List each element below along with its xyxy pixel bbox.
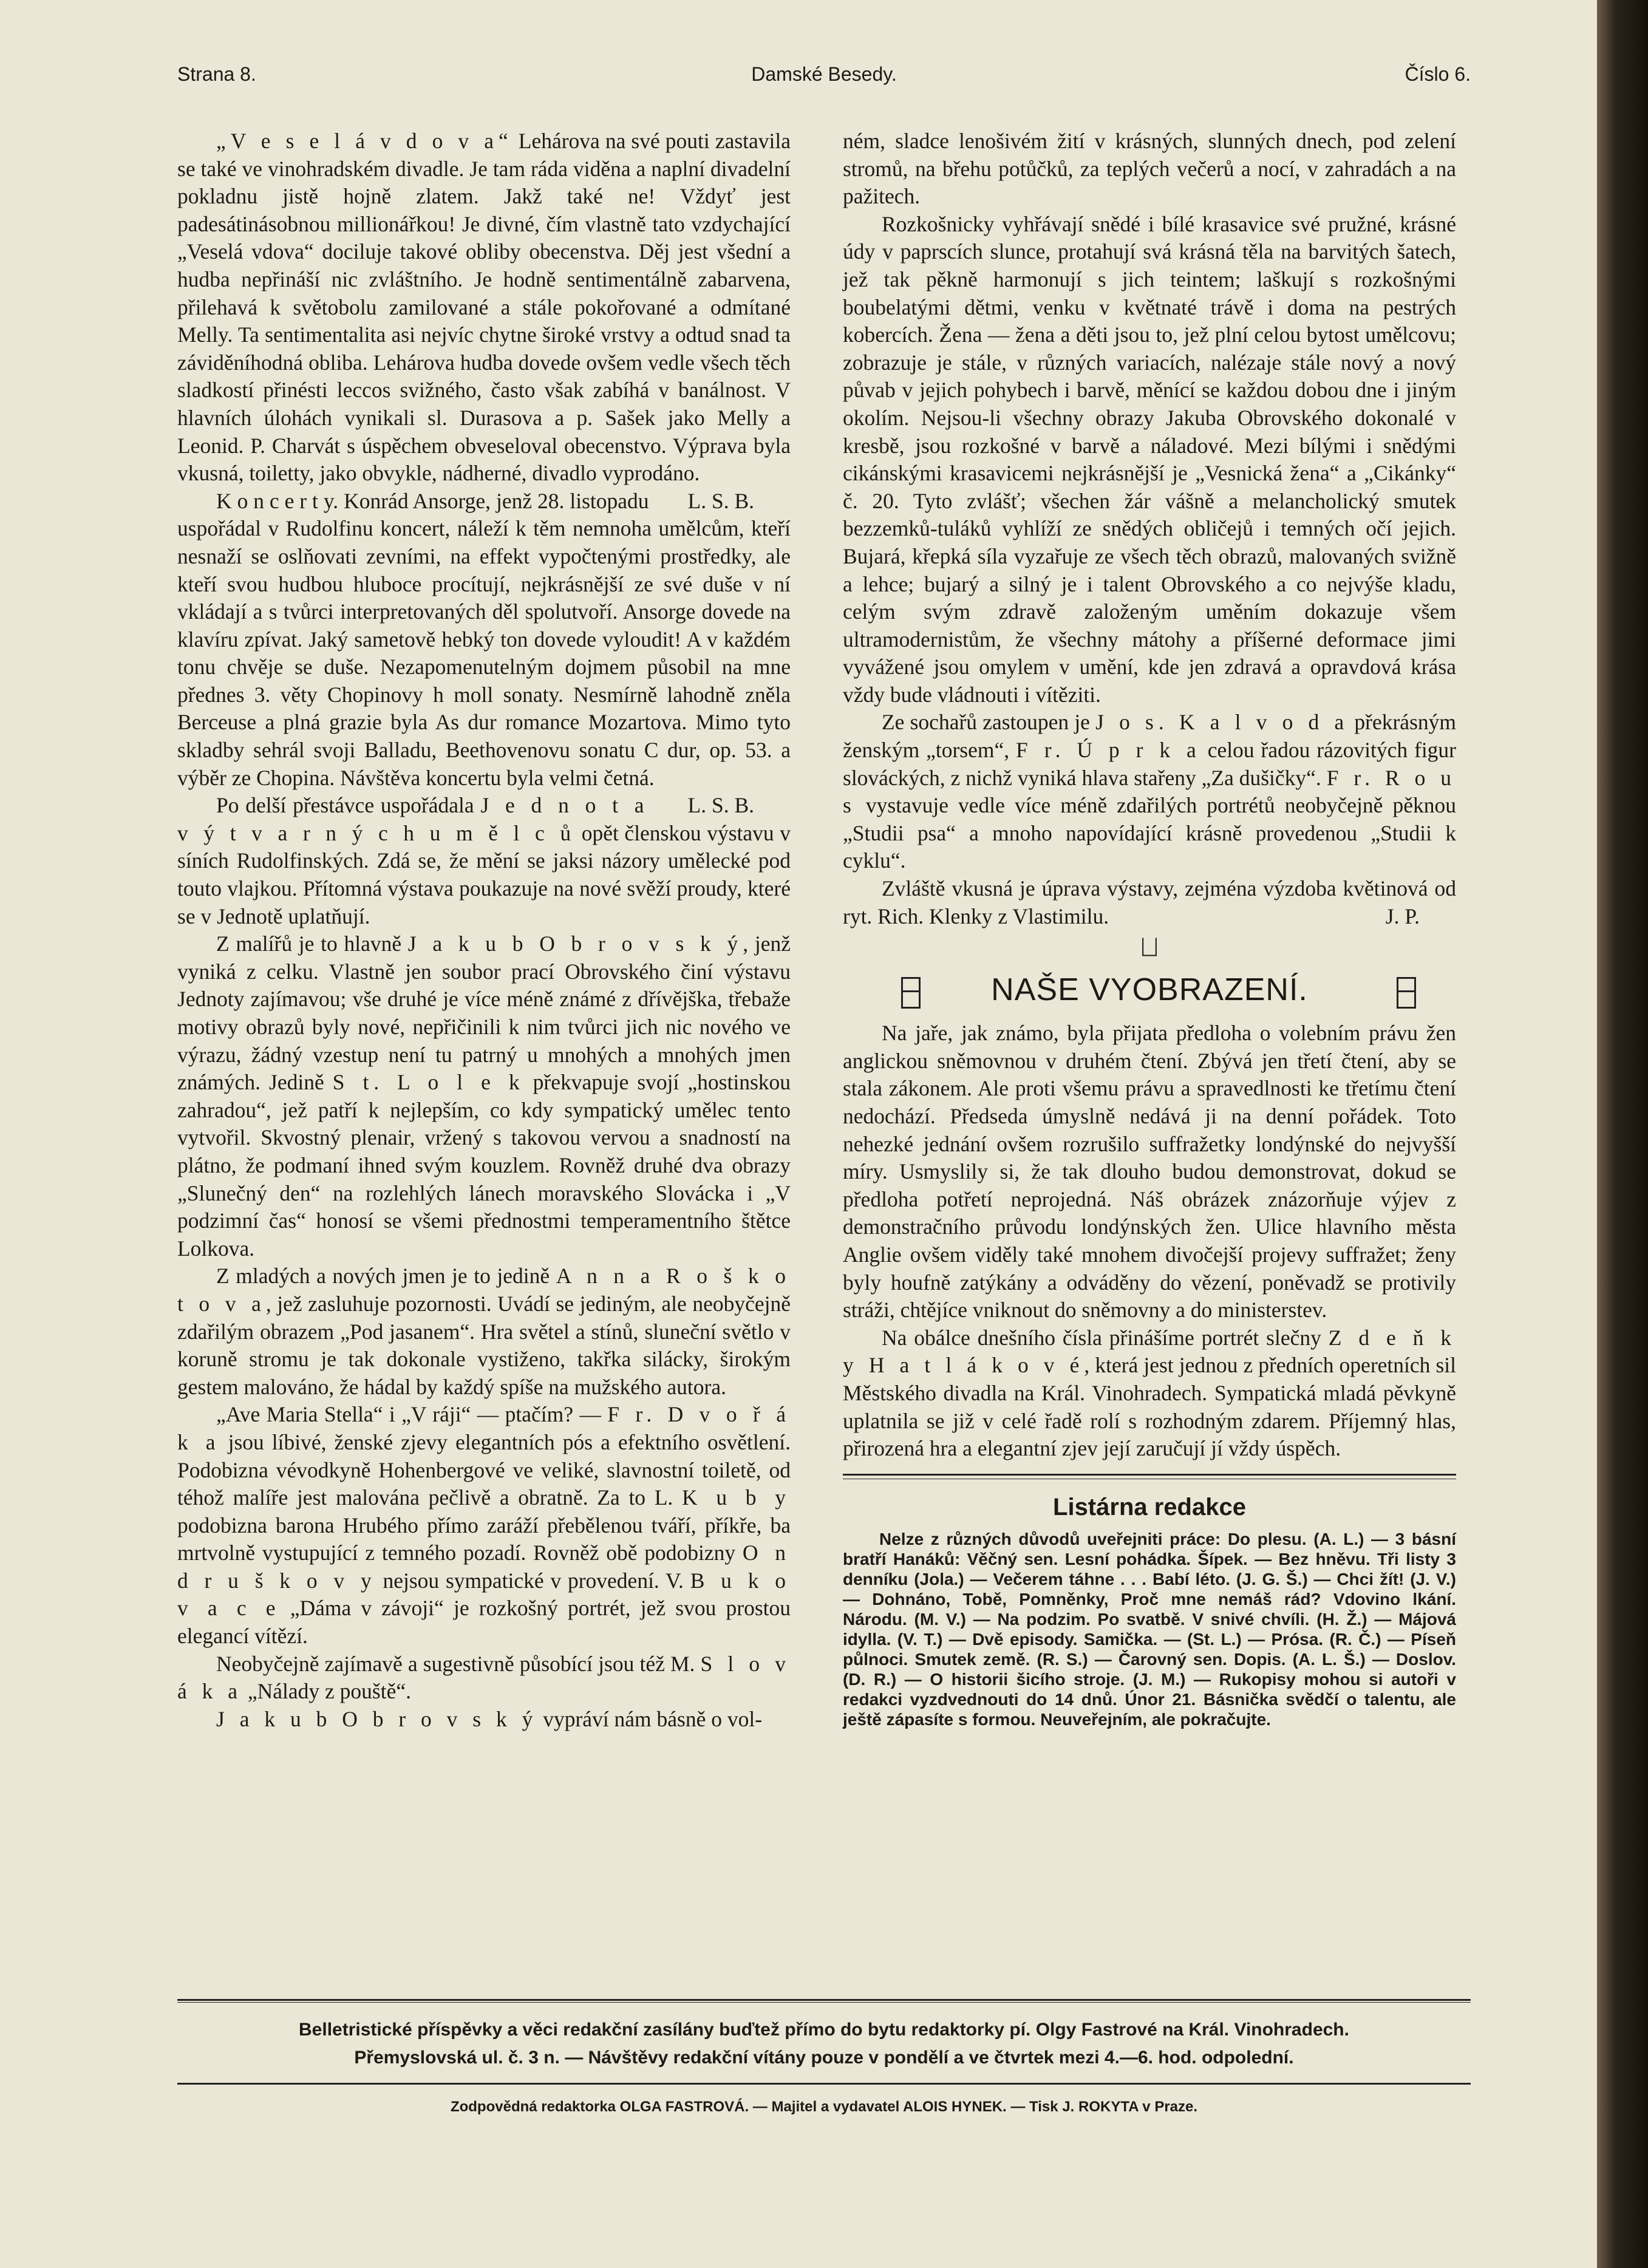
paragraph: Na jaře, jak známo, byla přijata předloha o volebním právu žen anglickou sněmovnou v druhém čtení. Zbývá jen třetí čtení, aby se stala zákonem. Ale proti všemu právu a spravedlnosti ke třetímu čtení nedochází. Předseda úmyslně nedává ji na denní pořádek. Toto nehezké jednání ovšem rozrušilo suffražetky londýnské do nejvyšší míry. Usmyslily si, že tak dlouho budou demonstrovat, dokud se předloha potřetí neprojedná. Náš obrázek znázorňuje výjev z demonstračního průvodu londýnských žen. Ulice hlavního města Anglie ovšem viděly také mnohem divočejší projevy suffražet; ženy byly houfně zatýkány a odváděny do vězení, poněvadž se protivily stráži, chtějíce vniknout do sněmovny a do ministerstev. — [843, 1021, 1456, 1323]
footer-rule — [177, 2002, 1471, 2003]
contribution-notice: Belletristické příspěvky a věci redakční zasílány buďtež přímo do bytu redaktorky pí. Olgy Fastrové na Král. Vinohradech. Přemyslovská ul. č. 3 n. — Návštěvy redakční vítány pouze v pondělí a ve čtvrtek mezi 4.—6. hod. odpolední. — [299, 2020, 1349, 2068]
footer-rule — [177, 1999, 1471, 2001]
listarna-text: Nelze z různých důvodů uveřejniti práce: Do plesu. (A. L.) — 3 básní bratří Hanáků: Věčný sen. Lesní pohádka. Šípek. — Bez hněvu. Tři listy 3 denníku (Jola.) — Večerem táhne . . . Babí léto. (J. G. Š.) — Chci žít! (J. V.) — Dohnáno, Tobě, Pomněnky, Proč mne nemáš rád? Vdovino lkání. Národu. (M. V.) — Na podzim. Po svatbě. V snivé chvíli. (H. Ž.) — Májová idylla. (V. T.) — Dvě episody. Samička. — (St. L.) — Prósa. (R. Č.) — Píseň půlnoci. Smutek země. (R. S.) — Čarovný sen. Dopis. (A. L. Š.) — Doslov. (D. R.) — O historii šicího stroje. (J. M.) — Rukopisy mohou si autoři v redakci vyzdvednouti do 14 dnů. Únor 21. Básnička svědčí o talentu, ale ještě zápasíte s formou. Neuveřejním, ale pokračujte. — [843, 1529, 1456, 1729]
section-title-nase-vyobrazeni: NAŠE VYOBRAZENÍ. — [843, 969, 1456, 1015]
paragraph: Zvláště vkusná je úprava výstavy, zejména výzdoba květinová od ryt. Rich. Klenky z Vlastimilu. J. P. — [843, 875, 1456, 930]
review-koncerty: K o n c e r t y. Konrád Ansorge, jenž 28. listopadu uspořádal v Rudolfinu koncert, náleží k těm nemnoha umělcům, kteří nesnaží se oslňovati zevními, na effekt vypočtenými prostředky, ale kteří svou hudbou hluboce procítují, nejkrásnější ze své duše v ní vkládají a s tvůrci interpretovaných děl spolutvoří. Ansorge dovede na klavíru zpívat. Jaký sametově hebký ton dovede vyloudit! A v každém tonu chvěje se duše. Nezapomenutelným dojmem působil na mne přednes 3. věty Chopinovy h moll sonaty. Nesmírně lahodně zněla Berceuse a plná grazie byla As dur romance Mozartova. Mimo tyto skladby sehrál svoji Balladu, Beethovenovu sonatu C dur, op. 53. a výběr ze Chopina. Návštěva koncertu byla velmi četná. L. S. B. — [177, 488, 791, 792]
paragraph: Po delší přestávce uspořádala J e d n o t a v ý t v a r n ý c h u m ě l c ů opět členskou výstavu v síních Rudolfinských. Zdá se, že mění se jaksi názory umělecké pod touto vlajkou. Přítomná výstava poukazuje na nové svěží proudy, které se v Jednotě uplatňují. — [177, 793, 791, 928]
page-number: Strana 8. — [177, 63, 256, 85]
ornament-icon — [1397, 977, 1416, 1009]
right-column — [843, 128, 1456, 1729]
journal-title: Damské Besedy. — [751, 63, 897, 85]
signature: L. S. B. — [687, 488, 754, 513]
section-rule — [843, 1474, 1456, 1479]
paragraph: Neobyčejně zajímavě a sugestivně působící jsou též M. S l o v á k a „Nálady z pouště“. — [177, 1651, 791, 1704]
imprint: Zodpovědná redaktorka OLGA FASTROVÁ. — Majitel a vydavatel ALOIS HYNEK. — Tisk J. ROKYTA v Praze. — [450, 2099, 1198, 2115]
paragraph: Z mladých a nových jmen je to jedině A n n a R o š k o t o v a, jež zasluhuje pozornosti. Uvádí se jediným, ale neobyčejně zdařilým obrazem „Pod jasanem“. Hra světel a stínů, sluneční světlo v koruně stromu je tak dokonale vystiženo, takřka silácky, širokým gestem malováno, že hádal by každý spíše na mužského autora. — [177, 1264, 791, 1399]
paragraph: J a k u b O b r o v s k ý vypráví nám básně o vol- — [216, 1706, 763, 1731]
paragraph: Ze sochařů zastoupen je J o s. K a l v o d a překrásným ženským „torsem“, F r. Ú p r k a celou řadou rázovitých figur slováckých, z nichž vyniká hlava stařeny „Za dušičky“. F r. R o u s vystavuje vedle více méně zdařilých portrétů neobyčejně pěknou „Studii psa“ a mnoho napovídající krásně provedenou „Studii k cyklu“. — [843, 710, 1456, 873]
left-column — [177, 128, 791, 1973]
signature: L. S. B. — [687, 793, 754, 818]
paragraph: ném, sladce lenošivém žití v krásných, slunných dnech, pod zelení stromů, na břehu potůčků, za teplých večerů a nocí, v zahradách a na pažitech. — [843, 129, 1456, 209]
binding-edge — [1597, 0, 1648, 2268]
footer-rule — [177, 2083, 1471, 2085]
paragraph: „Ave Maria Stella“ i „V ráji“ — ptačím? — F r. D v o ř á k a jsou líbivé, ženské zjevy elegantních pós a efektního osvětlení. Podobizna vévodkyně Hohenbergové ve veliké, slavnostní toiletě, od téhož malíře jest malována pečlivě a obratně. Za to L. K u b y podobizna barona Hrubého přímo zaráží přebělenou tváří, příkře, ba mrtvolně vystupující z temného pozadí. Rovněž obě podobizny O n d r u š k o v y nejsou sympatické v provedení. V. B u k o v a c e „Dáma v závoji“ je rozkošný portrét, jež svou prostou elegancí vítězí. — [177, 1402, 791, 1649]
issue-number: Číslo 6. — [1405, 63, 1471, 85]
paragraph: Na obálce dnešního čísla přinášíme portrét slečny Z d e ň k y H a t l á k o v é, která jest jednou z předních operetních sil Městského divadla na Král. Vinohradech. Sympatická mladá pěvkyně uplatnila se již v celé řadě rolí s rozhodným zdarem. Příjemný hlas, přirozená hra a elegantní zjev její zaručují jí vždy úspěch. — [843, 1325, 1456, 1461]
section-divider-ornament — [1142, 938, 1157, 956]
paragraph: Rozkošnicky vyhřávají snědé i bílé krasavice své pružné, krásné údy v paprscích slunce, protahují svá krásná těla na barvitých šatech, jež tak pěkně harmonují s jich teintem; laškují s rozkošnými boubelatými dětmi, venku v květnaté trávě i doma na pestrých kobercích. Žena — žena a děti jsou to, jež plní celou bytost umělcovu; zobrazuje je stále, v různých variacích, nalézaje stále nový a nový půvab v jejich pohybech i barvě, měnící se každou dobou dne i jiným okolím. Nejsou-li všechny obrazy Jakuba Obrovského dokonalé v kresbě, jsou rozkošné v barvě a náladové. Mezi bílými i snědými cikánskými krasavicemi nejkrásnější je „Vesnická žena“ a „Cikánky“ č. 20. Tyto zvlášť; všechen žár vášně a melancholický smutek bezzemků-tuláků vyhlíží ze snědých obličejů i temných očí jejich. Bujará, křepká síla vyzařuje ze všech těch obrazů, malovaných svižně a lehce; bujarý a silný je i talent Obrovského a co nejvýše kladu, celým svým zdravě založeným uměním dokazuje všem ultramodernistům, že všechny mátohy a příšerné deformace jimi vyvážené jsou omylem v umění, kde jen zdravá a opravdová krása vždy bude vládnouti i vítěziti. — [843, 211, 1456, 707]
paragraph: Z malířů je to hlavně J a k u b O b r o v s k ý, jenž vyniká z celku. Vlastně jen soubor prací Obrovského činí výstavu Jednoty zajímavou; vše druhé je více méně známé z dřívějška, třebaže motivy obrazů byly nové, nepřičinili k nim tvůrci jich nic nového ve výrazu, žádný vzestup není tu patrný u mnohých a mnohých jmen známých. Jedině S t. L o l e k překvapuje svojí „hostinskou zahradou“, jež patří k nejlepším, co kdy sympatický umělec tento vytvořil. Skvostný plenair, vržený s takovou vervou a snadností na plátno, že podmaní ihned svým kouzlem. Rovněž druhé dva obrazy „Slunečný den“ na rozlehlých lánech moravského Slovácka i „V podzimní čas“ honosí se všemi přednostmi temperamentního štětce Lolkova. — [177, 931, 791, 1261]
signature: J. P. — [1385, 904, 1420, 928]
ornament-icon — [901, 977, 921, 1009]
page-header — [177, 63, 1471, 94]
listarna-title: Listárna redakce — [1053, 1493, 1246, 1521]
review-vesela-vdova: „V e s e l á v d o v a“ Lehárova na své pouti zastavila se také ve vinohradském divadle. Je tam ráda viděna a naplní divadelní pokladnu jistě hojně zlatem. Jakž také ne! Vždyť jest padesátinásobnou millionářkou! Je divné, čím vlastně tato vzdychající „Veselá vdova“ dociluje takové obliby obecenstva. Děj jest všední a hudba nepřináší nic zvláštního. Je hodně sentimentálně zabarvena, přilehavá k světobolu zamilované a stále pokořované a odmítané Melly. Ta sentimentalita asi nejvíc chytne široké vrstvy a odtud snad ta záviděníhodná obliba. Lehárova hudba dovede ovšem vedle všech těch sladkostí přinésti leccos svižného, často však zabíhá v banálnost. V hlavních úlohách vynikali sl. Durasova a p. Sašek jako Melly a Leonid. P. Charvát s úspěchem obveseloval obecenstvo. Výprava byla vkusná, toiletty, jako obvykle, nádherné, divadlo vyprodáno. L. S. B. — [177, 128, 791, 488]
